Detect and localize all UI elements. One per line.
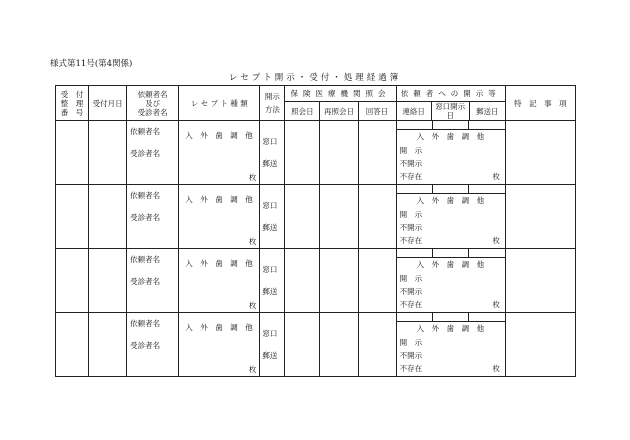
not-exist-label: 不存在 xyxy=(399,300,423,309)
header-receipt-no: 受 付 整 理 番 号 xyxy=(56,86,89,121)
receipt-types-label: 入 外 歯 調 他 xyxy=(185,323,253,332)
mail-label: 郵送 xyxy=(262,287,278,296)
disclosure-sheets-label: 枚 xyxy=(492,364,500,373)
disclosure-types-label: 入 外 歯 調 他 xyxy=(416,196,485,205)
cell-disclosure[interactable] xyxy=(396,185,505,249)
cell-remarks[interactable] xyxy=(505,249,575,313)
header-inquiry-date: 照会日 xyxy=(285,102,320,121)
patient-name-label: 受診者名 xyxy=(130,213,161,222)
disclose-label: 開 示 xyxy=(399,274,423,283)
requester-name-label: 依頼者名 xyxy=(130,255,161,264)
cell-receipt-type[interactable] xyxy=(179,185,260,249)
sheets-label: 枚 xyxy=(248,173,257,182)
cell-receipt-date[interactable] xyxy=(89,185,127,249)
cell-remarks[interactable] xyxy=(505,121,575,185)
non-disclose-label: 不開示 xyxy=(399,287,423,296)
disclosure-date-boxes xyxy=(397,249,505,258)
receipt-types-label: 入 外 歯 調 他 xyxy=(185,259,253,268)
patient-name-label: 受診者名 xyxy=(130,341,161,350)
header-disclosure-method: 開示 方法 xyxy=(260,86,285,121)
register-table xyxy=(55,85,576,377)
cell-disclosure-method[interactable] xyxy=(260,185,285,249)
cell-receipt-date[interactable] xyxy=(89,249,127,313)
patient-name-label: 受診者名 xyxy=(130,277,161,286)
cell-disclosure-method[interactable] xyxy=(260,313,285,377)
header-requester: 依頼者名 及び 受診者名 xyxy=(127,86,179,121)
cell-remarks[interactable] xyxy=(505,185,575,249)
disclosure-date-boxes xyxy=(397,121,505,130)
disclosure-sheets-label: 枚 xyxy=(492,236,500,245)
window-label: 窓口 xyxy=(262,265,278,274)
header-mail-date: 郵送日 xyxy=(469,102,505,121)
cell-inquiry-date[interactable] xyxy=(285,185,320,249)
cell-receipt-type[interactable] xyxy=(179,249,260,313)
cell-requester[interactable] xyxy=(127,185,179,249)
cell-receipt-date[interactable] xyxy=(89,121,127,185)
non-disclose-label: 不開示 xyxy=(399,351,423,360)
cell-answer-date[interactable] xyxy=(358,185,396,249)
window-label: 窓口 xyxy=(262,201,278,210)
cell-answer-date[interactable] xyxy=(358,121,396,185)
requester-name-label: 依頼者名 xyxy=(130,191,161,200)
table-row xyxy=(56,185,576,249)
receipt-types-label: 入 外 歯 調 他 xyxy=(185,195,253,204)
page-title: レセプト開示・受付・処理経過簿 xyxy=(228,73,402,83)
cell-answer-date[interactable] xyxy=(358,313,396,377)
disclosure-date-boxes xyxy=(397,313,505,322)
header-remarks: 特 記 事 項 xyxy=(505,86,575,121)
not-exist-label: 不存在 xyxy=(399,364,423,373)
disclosure-types-label: 入 外 歯 調 他 xyxy=(416,260,485,269)
mail-label: 郵送 xyxy=(262,159,278,168)
cell-remarks[interactable] xyxy=(505,313,575,377)
mail-label: 郵送 xyxy=(262,351,278,360)
requester-name-label: 依頼者名 xyxy=(130,319,161,328)
mail-label: 郵送 xyxy=(262,223,278,232)
table-row xyxy=(56,249,576,313)
disclosure-date-boxes xyxy=(397,185,505,194)
not-exist-label: 不存在 xyxy=(399,172,423,181)
cell-answer-date[interactable] xyxy=(358,249,396,313)
cell-inquiry-date[interactable] xyxy=(285,249,320,313)
table-row xyxy=(56,121,576,185)
cell-disclosure[interactable] xyxy=(396,313,505,377)
cell-reinquiry-date[interactable] xyxy=(320,185,358,249)
cell-disclosure[interactable] xyxy=(396,249,505,313)
cell-receipt-type[interactable] xyxy=(179,313,260,377)
disclose-label: 開 示 xyxy=(399,146,423,155)
header-contact-date: 連絡日 xyxy=(396,102,431,121)
header-window-date: 窓口開示日 xyxy=(431,102,469,121)
cell-disclosure-method[interactable] xyxy=(260,121,285,185)
sheets-label: 枚 xyxy=(248,301,257,310)
table-row xyxy=(56,313,576,377)
non-disclose-label: 不開示 xyxy=(399,223,423,232)
cell-receipt-no[interactable] xyxy=(56,313,89,377)
sheets-label: 枚 xyxy=(248,237,257,246)
cell-reinquiry-date[interactable] xyxy=(320,313,358,377)
cell-receipt-no[interactable] xyxy=(56,185,89,249)
header-receipt-type: レ セ プ ト 種 類 xyxy=(179,86,260,121)
cell-receipt-date[interactable] xyxy=(89,313,127,377)
cell-inquiry-date[interactable] xyxy=(285,121,320,185)
disclosure-sheets-label: 枚 xyxy=(492,172,500,181)
cell-disclosure-method[interactable] xyxy=(260,249,285,313)
non-disclose-label: 不開示 xyxy=(399,159,423,168)
window-label: 窓口 xyxy=(262,137,278,146)
header-disclosure-to-requester: 依頼者への開示等 xyxy=(396,86,505,102)
header-answer-date: 回答日 xyxy=(358,102,396,121)
disclose-label: 開 示 xyxy=(399,338,423,347)
disclose-label: 開 示 xyxy=(399,210,423,219)
requester-name-label: 依頼者名 xyxy=(130,127,161,136)
cell-requester[interactable] xyxy=(127,249,179,313)
form-code: 様式第11号(第4関係) xyxy=(50,59,133,69)
sheets-label: 枚 xyxy=(248,365,257,374)
cell-receipt-type[interactable] xyxy=(179,121,260,185)
header-reinquiry-date: 再照会日 xyxy=(320,102,358,121)
header-institution-inquiry: 保険医療機関照会 xyxy=(285,86,396,102)
cell-receipt-no[interactable] xyxy=(56,121,89,185)
cell-receipt-no[interactable] xyxy=(56,249,89,313)
cell-requester[interactable] xyxy=(127,121,179,185)
cell-disclosure[interactable] xyxy=(396,121,505,185)
receipt-types-label: 入 外 歯 調 他 xyxy=(185,131,253,140)
disclosure-types-label: 入 外 歯 調 他 xyxy=(416,324,485,333)
cell-requester[interactable] xyxy=(127,313,179,377)
disclosure-sheets-label: 枚 xyxy=(492,300,500,309)
disclosure-types-label: 入 外 歯 調 他 xyxy=(416,132,485,141)
header-receipt-date: 受付月日 xyxy=(89,86,127,121)
cell-reinquiry-date[interactable] xyxy=(320,249,358,313)
patient-name-label: 受診者名 xyxy=(130,149,161,158)
not-exist-label: 不存在 xyxy=(399,236,423,245)
cell-inquiry-date[interactable] xyxy=(285,313,320,377)
window-label: 窓口 xyxy=(262,329,278,338)
cell-reinquiry-date[interactable] xyxy=(320,121,358,185)
